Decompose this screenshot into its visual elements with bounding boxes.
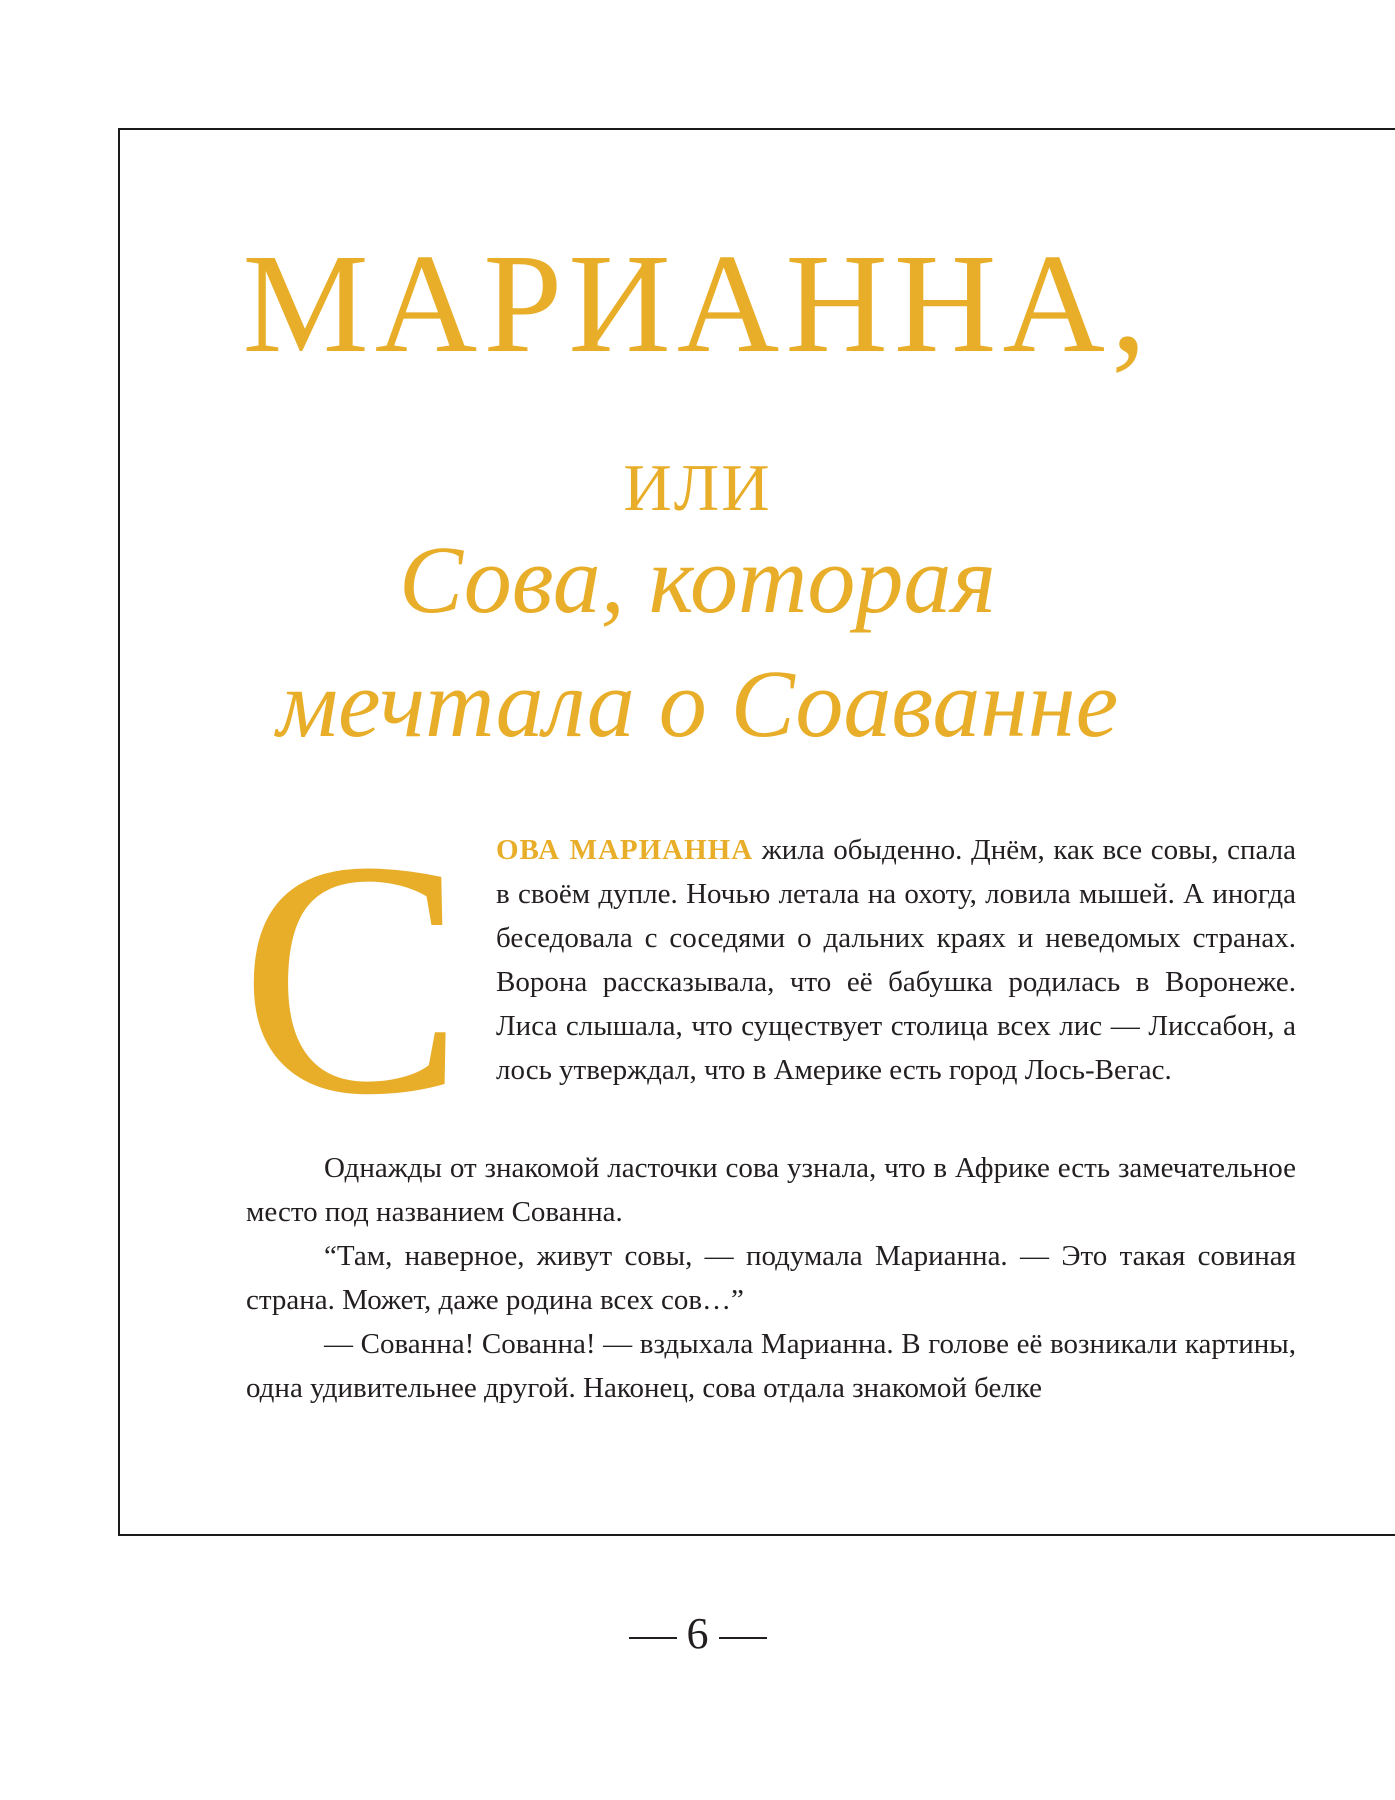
story-paragraph-2: Однажды от знакомой ласточки сова узнала, что в Африке есть замечательное место под названием Сованна.	[246, 1152, 1296, 1228]
right-dash	[719, 1637, 767, 1639]
story-paragraph-1	[246, 828, 1296, 1158]
story-paragraph-3: “Там, наверное, живут совы, — подумала Марианна. — Это такая совиная страна. Может, даже родина всех сов…”	[246, 1240, 1296, 1316]
drop-cap-spacer	[246, 828, 496, 1092]
page-number-footer	[0, 1609, 1395, 1658]
story-title: МАРИАННА,	[242, 224, 1153, 382]
story-subtitle-line-2: мечтала о Соаванне	[276, 650, 1119, 757]
paragraph-lead-in: ОВА МАРИАННА	[496, 834, 754, 866]
title-conjunction: или	[623, 424, 772, 531]
paragraph-1-text: жила обыденно. Днём, как все совы, спала в своём дупле. Ночью летала на охоту, ловила мышей. А иногда беседовала с соседями о дальних краях и неведомых странах. Ворона рассказывала, что её бабушка родилась в Воронеже. Лиса слышала, что существует столица всех лис — Лиссабон, а лось утверждал, что в Америке есть город Лось-Вегас.	[496, 834, 1296, 1086]
drop-cap-letter: С	[240, 792, 465, 1164]
story-paragraph-4: — Сованна! Сованна! — вздыхала Марианна. В голове её возникали картины, одна удивительнее другой. Наконец, сова отдала знакомой белке	[246, 1328, 1296, 1404]
left-dash	[629, 1637, 677, 1639]
page-number: 6	[686, 1609, 709, 1658]
story-subtitle-line-1: Сова, которая	[399, 526, 996, 633]
